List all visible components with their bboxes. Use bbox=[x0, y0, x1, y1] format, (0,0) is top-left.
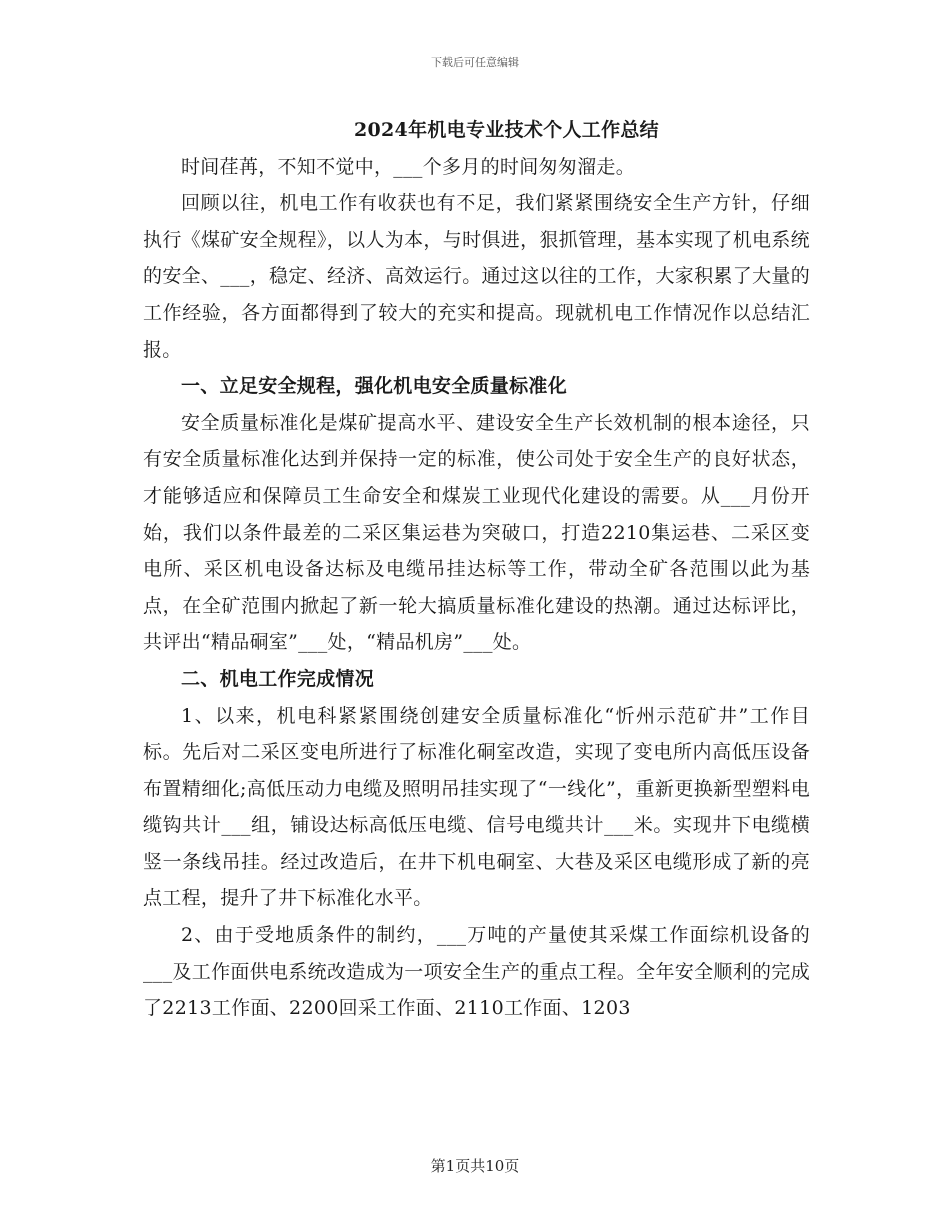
document-body bbox=[143, 112, 810, 1027]
work-item-2-paragraph: 2、由于受地质条件的制约，___万吨的产量使其采煤工作面综机设备的___及工作面供电系统改造成为一项安全生产的重点工程。全年安全顺利的完成了2213工作面、2200回采工作面、2110工作面、1203 bbox=[143, 924, 810, 1020]
page-number: 第1页共10页 bbox=[430, 1157, 520, 1175]
header-note: 下载后可任意编辑 bbox=[431, 56, 519, 69]
work-item-1-paragraph: 1、以来，机电科紧紧围绕创建安全质量标准化“忻州示范矿井”工作目标。先后对二采区变电所进行了标准化硐室改造，实现了变电所内高低压设备布置精细化;高低压动力电缆及照明吊挂实现了“一线化”，重新更换新型塑料电缆钩共计___组，铺设达标高低压电缆、信号电缆共计___米。实现井下电缆横竖一条线吊挂。经过改造后，在井下机电硐室、大巷及采区电缆形成了新的亮点工程，提升了井下标准化水平。 bbox=[143, 704, 810, 910]
standardization-paragraph: 安全质量标准化是煤矿提高水平、建设安全生产长效机制的根本途径，只有安全质量标准化达到并保持一定的标准，使公司处于安全生产的良好状态，才能够适应和保障员工生命安全和煤炭工业现代化建设的需要。从___月份开始，我们以条件最差的二采区集运巷为突破口，打造2210集运巷、二采区变电所、采区机电设备达标及电缆吊挂达标等工作，带动全矿各范围以此为基点，在全矿范围内掀起了新一轮大搞质量标准化建设的热潮。通过达标评比，共评出“精品硐室”___处，“精品机房”___处。 bbox=[143, 411, 810, 654]
intro-paragraph: 时间荏苒，不知不觉中，___个多月的时间匆匆溜走。 bbox=[181, 155, 636, 178]
section-heading-1: 一、立足安全规程，强化机电安全质量标准化 bbox=[181, 375, 568, 398]
document-title: 2024年机电专业技术个人工作总结 bbox=[354, 119, 659, 141]
section-heading-2: 二、机电工作完成情况 bbox=[181, 667, 375, 690]
review-paragraph: 回顾以往，机电工作有收获也有不足，我们紧紧围绕安全生产方针，仔细执行《煤矿安全规程》，以人为本，与时俱进，狠抓管理，基本实现了机电系统的安全、___，稳定、经济、高效运行。通过这以往的工作，大家积累了大量的工作经验，各方面都得到了较大的充实和提高。现就机电工作情况作以总结汇报。 bbox=[143, 192, 810, 361]
